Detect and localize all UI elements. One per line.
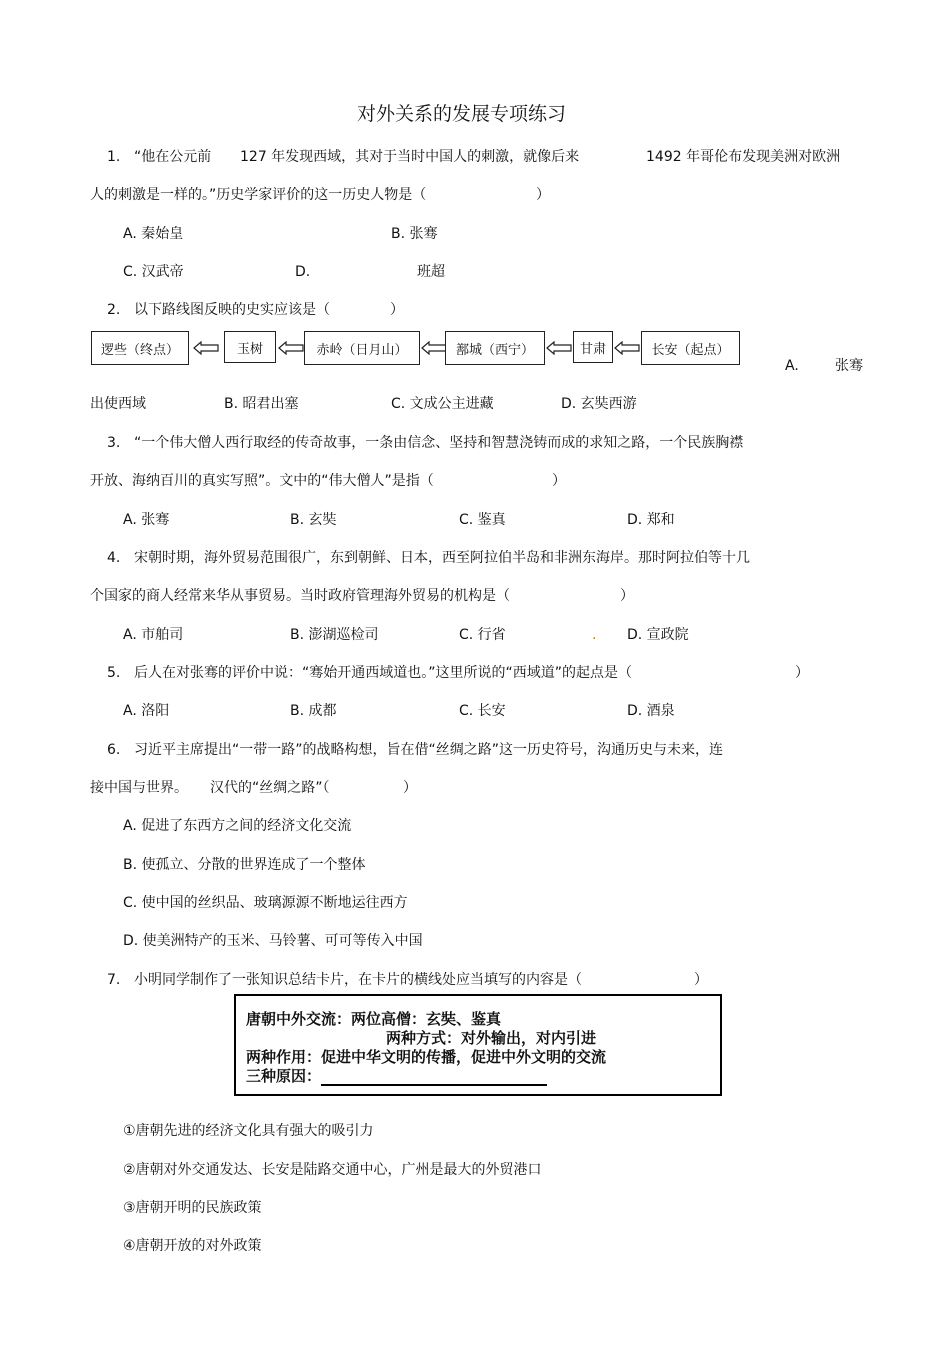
q1-option-d-text: 班超	[417, 264, 445, 280]
card-line-1: 唐朝中外交流：两位高僧：玄奘、鉴真	[246, 1010, 502, 1028]
q1-stem-close: ）	[536, 187, 550, 203]
q2-option-b[interactable]: B. 昭君出塞	[224, 396, 299, 412]
q5-number: 5.	[107, 665, 121, 681]
q7-item-1: ①唐朝先进的经济文化具有强大的吸引力	[123, 1123, 374, 1139]
stray-dot: .	[592, 627, 597, 643]
q4-option-b[interactable]: B. 澎湖巡检司	[290, 627, 379, 643]
q7-item-3: ③唐朝开明的民族政策	[123, 1200, 262, 1216]
page-title: 对外关系的发展专项练习	[357, 103, 567, 125]
q5-stem-close: ）	[795, 665, 809, 681]
q6-stem-line2b: 汉代的“丝绸之路”（	[210, 780, 330, 796]
q4-stem-close: ）	[620, 588, 634, 604]
q7-stem-close: ）	[694, 972, 708, 988]
q6-option-a[interactable]: A. 促进了东西方之间的经济文化交流	[123, 818, 352, 834]
q7-item-4: ④唐朝开放的对外政策	[123, 1238, 262, 1254]
q2-stem: 以下路线图反映的史实应该是（	[134, 302, 330, 318]
q4-number: 4.	[107, 550, 121, 566]
route-node-luoxie: 逻些（终点）	[91, 331, 189, 365]
card-line-4-label: 三种原因：	[246, 1067, 322, 1085]
q4-stem-line2: 个国家的商人经常来华从事贸易。当时政府管理海外贸易的机构是（	[90, 588, 510, 604]
q3-option-a[interactable]: A. 张骞	[123, 512, 170, 528]
q3-number: 3.	[107, 435, 121, 451]
q5-option-d[interactable]: D. 酒泉	[627, 703, 675, 719]
q1-stem-line2: 人的刺激是一样的。”历史学家评价的这一历史人物是（	[90, 187, 427, 203]
route-node-yushu: 玉树	[224, 331, 276, 363]
card-line-3: 两种作用：促进中华文明的传播，促进中外文明的交流	[246, 1048, 607, 1066]
q4-option-d[interactable]: D. 宣政院	[627, 627, 689, 643]
left-arrow-icon	[421, 341, 447, 355]
q3-stem-line2: 开放、海纳百川的真实写照”。文中的“伟大僧人”是指（	[90, 473, 434, 489]
q6-stem-line1: 习近平主席提出“一带一路”的战略构想，旨在借“丝绸之路”这一历史符号，沟通历史与未来，连	[134, 742, 724, 758]
q3-option-c[interactable]: C. 鉴真	[459, 512, 506, 528]
q2-option-c[interactable]: C. 文成公主进藏	[391, 396, 494, 412]
q2-option-d[interactable]: D. 玄奘西游	[561, 396, 637, 412]
q3-stem-close: ）	[552, 473, 566, 489]
q5-option-b[interactable]: B. 成都	[290, 703, 337, 719]
q6-number: 6.	[107, 742, 121, 758]
route-node-gansu: 甘肃	[573, 331, 613, 363]
q1-number: 1.	[107, 149, 121, 165]
card-blank-line	[321, 1070, 547, 1086]
q1-option-b[interactable]: B. 张骞	[391, 226, 438, 242]
q2-number: 2.	[107, 302, 121, 318]
route-node-chiling: 赤岭（日月山）	[304, 331, 420, 365]
left-arrow-icon	[278, 341, 304, 355]
left-arrow-icon	[546, 341, 572, 355]
q1-stem-part2: 127 年发现西域，其对于当时中国人的刺激，就像后来	[240, 149, 580, 165]
q1-stem-part1: “他在公元前	[134, 149, 212, 165]
q7-stem: 小明同学制作了一张知识总结卡片，在卡片的横线处应当填写的内容是（	[134, 972, 582, 988]
q7-number: 7.	[107, 972, 121, 988]
q6-stem-line2a: 接中国与世界。	[90, 780, 188, 796]
q6-option-b[interactable]: B. 使孤立、分散的世界连成了一个整体	[123, 857, 366, 873]
q2-option-a[interactable]: A.	[785, 358, 799, 374]
q2-option-a-text: 张骞	[835, 358, 863, 374]
card-line-4	[246, 1066, 547, 1086]
q1-option-c[interactable]: C. 汉武帝	[123, 264, 184, 280]
route-node-changan: 长安（起点）	[641, 331, 740, 365]
q1-stem-part3: 1492 年哥伦布发现美洲对欧洲	[646, 149, 841, 165]
left-arrow-icon	[614, 341, 640, 355]
q4-option-a[interactable]: A. 市舶司	[123, 627, 184, 643]
route-node-shancheng: 鄯城（西宁）	[445, 331, 545, 365]
q6-option-d[interactable]: D. 使美洲特产的玉米、马铃薯、可可等传入中国	[123, 933, 423, 949]
q3-stem-line1: “一个伟大僧人西行取经的传奇故事，一条由信念、坚持和智慧浇铸而成的求知之路，一个民族胸襟	[134, 435, 744, 451]
q4-option-c[interactable]: C. 行省	[459, 627, 506, 643]
left-arrow-icon	[193, 341, 219, 355]
q7-item-2: ②唐朝对外交通发达、长安是陆路交通中心，广州是最大的外贸港口	[123, 1162, 542, 1178]
q5-option-a[interactable]: A. 洛阳	[123, 703, 170, 719]
q1-option-a[interactable]: A. 秦始皇	[123, 226, 184, 242]
q2-stem-close: ）	[390, 302, 404, 318]
knowledge-card	[234, 994, 722, 1096]
q3-option-d[interactable]: D. 郑和	[627, 512, 675, 528]
q5-stem: 后人在对张骞的评价中说：“骞始开通西域道也。”这里所说的“西域道”的起点是（	[134, 665, 633, 681]
q5-option-c[interactable]: C. 长安	[459, 703, 506, 719]
card-line-2: 两种方式：对外输出，对内引进	[386, 1029, 597, 1047]
q4-stem-line1: 宋朝时期，海外贸易范围很广，东到朝鲜、日本，西至阿拉伯半岛和非洲东海岸。那时阿拉伯等十几	[134, 550, 750, 566]
q6-option-c[interactable]: C. 使中国的丝织品、玻璃源源不断地运往西方	[123, 895, 408, 911]
q6-stem-close: ）	[403, 780, 417, 796]
q1-option-d[interactable]: D.	[295, 264, 311, 280]
q3-option-b[interactable]: B. 玄奘	[290, 512, 337, 528]
q2-option-a-text-cont: 出使西域	[90, 396, 146, 412]
